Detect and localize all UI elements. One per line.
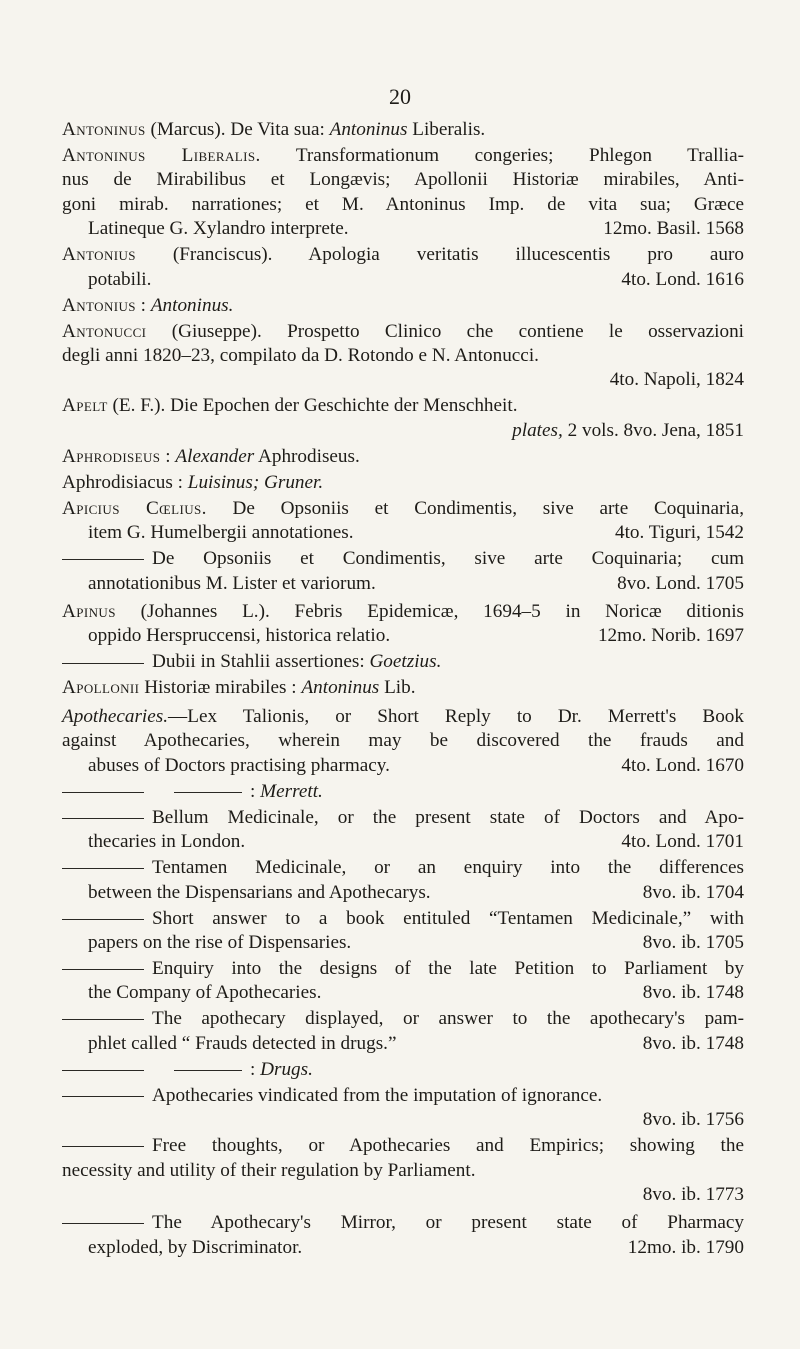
ditto-rule	[62, 1223, 144, 1224]
entry-aphrodisiacus	[62, 471, 744, 495]
entry-aphrodiseus	[62, 445, 744, 469]
entry-publication: 4to. Lond. 1670	[621, 754, 744, 776]
entry-antonius-xref	[62, 294, 744, 318]
entry-publication: 8vo. ib. 1705	[642, 931, 744, 953]
entry-antonucci	[62, 320, 744, 393]
entry-publication: 8vo. ib. 1704	[642, 881, 744, 903]
entry-text: the Company of Apothecaries.	[88, 982, 322, 1004]
entry-text: (Marcus). De Vita sua:	[145, 119, 330, 140]
ditto-rule	[62, 792, 144, 793]
entry-text: papers on the rise of Dispensaries.	[88, 931, 352, 953]
entry-text: :	[160, 445, 176, 467]
entry-publication: 12mo. Norib. 1697	[597, 625, 744, 647]
entry-apothecaries-vindicated	[62, 1084, 744, 1133]
entry-xref: Antoninus	[301, 677, 380, 699]
entry-apollonii	[62, 676, 744, 700]
entry-apothecaries-merrett	[62, 780, 744, 804]
entry-heading: Aphrodiseus	[62, 445, 161, 467]
entry-text: :	[250, 1058, 261, 1080]
entry-heading: Apicius Cœlius.	[62, 497, 207, 519]
entry-text: The apothecary displayed, or answer to the apothecary's pam-	[152, 1008, 744, 1030]
entry-apicius-2	[62, 547, 744, 596]
entry-text: between the Dispensarians and Apothecarys.	[88, 881, 431, 903]
entry-text: Bellum Medicinale, or the present state of Doctors and Apo-	[152, 806, 744, 828]
entry-text: —Lex Talionis, or Short Reply to Dr. Merrett's Book	[168, 705, 744, 727]
entry-text: 2 vols. 8vo. Jena, 1851	[562, 419, 744, 441]
entry-text: potabili.	[88, 268, 152, 290]
catalogue-entries	[62, 118, 744, 1262]
entry-text: :	[250, 780, 261, 802]
entry-publication: 4to. Napoli, 1824	[609, 369, 744, 391]
entry-drugs-xref	[62, 1058, 744, 1082]
entry-text: Free thoughts, or Apothecaries and Empirics; showing the	[152, 1135, 744, 1157]
page-number: 20	[389, 84, 411, 109]
entry-text: Enquiry into the designs of the late Petition to Parliament by	[152, 957, 744, 979]
entry-text: nus de Mirabilibus et Longævis; Apollonii Historiæ mirabiles, Anti-	[62, 169, 744, 191]
entry-text: Aphrodisiacus :	[62, 471, 188, 493]
entry-text: exploded, by Discriminator.	[88, 1236, 303, 1258]
entry-heading: Antoninus	[62, 119, 146, 140]
ditto-rule	[174, 792, 242, 793]
entry-heading: Apollonii	[62, 677, 140, 699]
entry-text: Dubii in Stahlii assertiones:	[152, 651, 370, 673]
entry-publication: 8vo. ib. 1748	[642, 982, 744, 1004]
entry-publication: 8vo. ib. 1748	[642, 1032, 744, 1054]
entry-heading: Antonius	[62, 294, 136, 316]
entry-heading: Apothecaries.	[62, 705, 169, 727]
entry-text: (Johannes L.). Febris Epidemicæ, 1694–5 in Noricæ ditionis	[115, 601, 744, 623]
entry-text: Tentamen Medicinale, or an enquiry into the differences	[152, 857, 744, 879]
entry-xref: Antoninus	[329, 119, 408, 140]
ditto-rule	[62, 663, 144, 664]
entry-heading: Antoninus Liberalis.	[62, 145, 261, 166]
entry-text: Lib.	[379, 677, 416, 699]
ditto-rule	[174, 1070, 242, 1071]
entry-text: The Apothecary's Mirror, or present state of Pharmacy	[152, 1212, 744, 1234]
entry-free-thoughts	[62, 1134, 744, 1207]
entry-text: degli anni 1820–23, compilato da D. Rotondo e N. Antonucci.	[62, 345, 539, 367]
entry-xref: Goetzius.	[369, 651, 442, 673]
entry-text: (E. F.). Die Epochen der Geschichte der Menschheit.	[107, 395, 518, 417]
entry-apinus-2	[62, 650, 744, 674]
entry-text: goni mirab. narrationes; et M. Antoninus Imp. de vita sua; Græce	[62, 193, 744, 215]
entry-apothecaries	[62, 705, 744, 778]
entry-text: necessity and utility of their regulation by Parliament.	[62, 1159, 476, 1181]
entry-text: against Apothecaries, wherein may be discovered the frauds and	[62, 730, 744, 752]
entry-text: Latineque G. Xylandro interprete.	[88, 218, 349, 240]
entry-xref: Luisinus; Gruner.	[187, 471, 324, 493]
entry-publication: 12mo. ib. 1790	[627, 1236, 744, 1258]
entry-antoninus-marcus	[62, 118, 744, 142]
entry-text: (Giuseppe). Prospetto Clinico che contiene le osservazioni	[146, 320, 744, 342]
entry-plates: plates,	[512, 419, 563, 441]
ditto-rule	[62, 1146, 144, 1147]
ditto-rule	[62, 919, 144, 920]
entry-text: annotationibus M. Lister et variorum.	[88, 572, 376, 594]
entry-text: De Opsoniis et Condimentis, sive arte Coquinaria,	[206, 497, 744, 519]
entry-text: Aphrodiseus.	[254, 445, 360, 467]
entry-publication: 4to. Lond. 1616	[621, 268, 744, 290]
entry-apothecary-displayed	[62, 1007, 744, 1056]
entry-antonius-franciscus	[62, 243, 744, 292]
entry-publication: 12mo. Basil. 1568	[603, 218, 744, 240]
entry-text: De Opsoniis et Condimentis, sive arte Coquinaria; cum	[152, 548, 744, 570]
entry-xref: Alexander	[175, 445, 255, 467]
entry-text: Liberalis.	[407, 119, 486, 140]
entry-antoninus-liberalis	[62, 144, 744, 242]
ditto-rule	[62, 1019, 144, 1020]
entry-heading: Apelt	[62, 395, 108, 417]
entry-apicius	[62, 497, 744, 546]
ditto-rule	[62, 818, 144, 819]
ditto-rule	[62, 1096, 144, 1097]
entry-text: oppido Herspruccensi, historica relatio.	[88, 625, 391, 647]
entry-publication: 8vo. ib. 1756	[642, 1109, 744, 1131]
entry-enquiry	[62, 957, 744, 1006]
entry-publication: 4to. Tiguri, 1542	[614, 522, 744, 544]
entry-xref: Antoninus.	[150, 294, 234, 316]
entry-text: phlet called “ Frauds detected in drugs.”	[88, 1032, 397, 1054]
entry-bellum-medicinale	[62, 806, 744, 855]
entry-short-answer	[62, 907, 744, 956]
entry-xref: Merrett.	[260, 780, 323, 802]
entry-xref: Drugs.	[260, 1058, 313, 1080]
entry-heading: Antonucci	[62, 320, 147, 342]
entry-text: Apothecaries vindicated from the imputation of ignorance.	[152, 1084, 603, 1106]
entry-text: Historiæ mirabiles :	[139, 677, 302, 699]
entry-publication: 8vo. Lond. 1705	[617, 572, 744, 594]
entry-text: (Franciscus). Apologia veritatis illucescentis pro auro	[135, 244, 744, 266]
entry-heading: Apinus	[62, 601, 116, 623]
entry-publication: 8vo. ib. 1773	[642, 1183, 744, 1205]
entry-tentamen-medicinale	[62, 856, 744, 905]
entry-text: abuses of Doctors practising pharmacy.	[88, 754, 390, 776]
entry-apelt	[62, 394, 744, 443]
ditto-rule	[62, 868, 144, 869]
entry-text: Short answer to a book entituled “Tentamen Medicinale,” with	[152, 907, 744, 929]
entry-publication: 4to. Lond. 1701	[621, 831, 744, 853]
entry-text: item G. Humelbergii annotationes.	[88, 522, 354, 544]
entry-heading: Antonius	[62, 244, 136, 266]
ditto-rule	[62, 1070, 144, 1071]
entry-text: Transformationum congeries; Phlegon Trallia-	[260, 145, 744, 166]
entry-text: thecaries in London.	[88, 831, 246, 853]
entry-publication	[512, 419, 744, 443]
entry-apothecarys-mirror	[62, 1211, 744, 1260]
ditto-rule	[62, 559, 144, 560]
entry-apinus	[62, 600, 744, 649]
ditto-rule	[62, 969, 144, 970]
entry-text: :	[135, 294, 151, 316]
